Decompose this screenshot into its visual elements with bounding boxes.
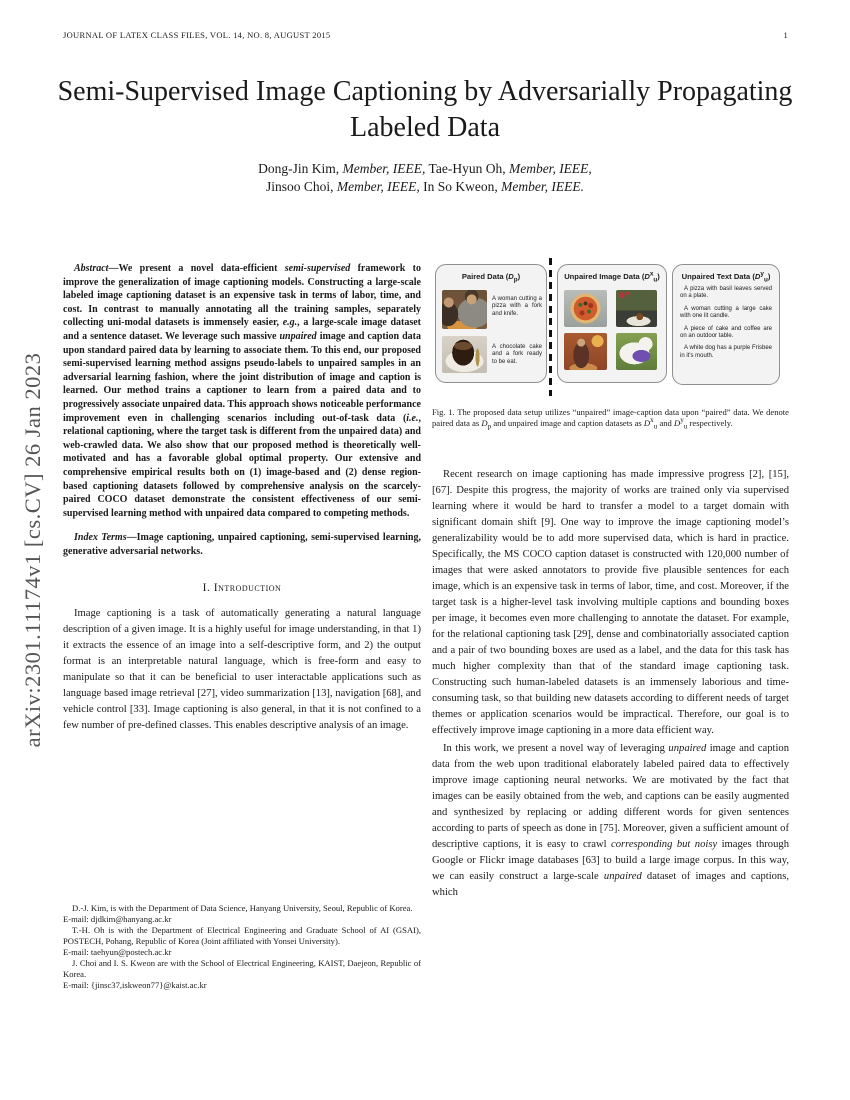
- outdoor-table-dessert-photo: [616, 290, 657, 327]
- footnote-affiliation-2: T.-H. Oh is with the Department of Electrical Engineering and Graduate School of AI (GSAI), POSTECH, Pohang, Republic of Korea (Joint affiliated with Yonsei University).: [63, 925, 421, 946]
- paired-caption-1: A woman cutting a pizza with a fork and knife.: [492, 296, 542, 317]
- intro-paragraph-2: Recent research on image captioning has made impressive progress [2], [15], [67]. Despite this progress, the majority of works are trained only via supervised learning where it would be hard to transfer a model to a target domain with significant domain shift [9]. One way to improve the image captioning model’s generalizability would be to add more supervised data, which is hard in practice. Specifically, the MS COCO caption dataset is constructed with 120,000 number of images that were asked annotators to provide five plausible sentences for each image, which is an expensive task in terms of labor, time, and cost. Moreover, if the target task is a higher-level task involving multiple captions and bounding boxes per image, it becomes even more challenging to annotate the dataset. For example, for the relational captioning task [29], dense and combinatorially associated caption and a pair of two bounding boxes are used as a label, and the data for this task has much higher complexity than that of the standard image captioning task. Constructing such human-labeled datasets is an immensely laborious and time-consuming task, so that building new datasets according to different needs of target themes or application scenarios would be impractical. Therefore, our goal is to effectively improve image captioning in a more data efficient way.: [432, 469, 789, 736]
- chocolate-cake-photo: [442, 336, 487, 373]
- abstract-paragraph: Abstract—We present a novel data-efficient semi-supervised framework to improve the generalization of image captioning models. Constructing a large-scale labeled image captioning dataset is an expensive task in terms of labor, time, and cost. In contrast to manually annotating all the training samples, separately collecting uni-modal datasets is immensely easier, e.g., a large-scale image dataset and a sentence dataset. We leverage such massive unpaired image and caption data upon standard paired data by learning to associate them. To this end, our proposed semi-supervised learning method assigns pseudo-labels to unpaired samples in an adversarial learning fashion, where the joint distribution of image and caption is learned. Our method trains a captioner to learn from a paired data and to progressively associate unpaired data. This approach shows noticeable performance improvement even in challenging scenarios including out-of-task data (i.e., relational captioning, where the target task is different from the unpaired data) and web-crawled data. We also show that our proposed method is theoretically well-motivated and has a favorable global optimal property. Our extensive and comprehensive empirical results both on (1) image-based and (2) dense region-based captioning datasets followed by comprehensive analysis on the scarcely-paired COCO dataset demonstrate the consistent effectiveness of our semi-supervised learning method with unpaired data compared to competing methods.: [63, 263, 421, 519]
- footnote-affiliation-3: J. Choi and I. S. Kweon are with the School of Electrical Engineering, KAIST, Daejeon, Republic of Korea.: [63, 958, 421, 979]
- unpaired-image-data-title: Unpaired Image Data $(D^x_u)$: [564, 270, 660, 284]
- right-column: [432, 258, 789, 901]
- pizza-closeup-photo: [564, 290, 607, 327]
- unpaired-text-3: A piece of cake and coffee are on an outdoor table.: [680, 325, 772, 340]
- paired-data-title: Paired Data $(D_p)$: [461, 272, 521, 284]
- arxiv-watermark: arXiv:2301.11174v1 [cs.CV] 26 Jan 2023: [20, 352, 45, 748]
- journal-header: [63, 30, 788, 40]
- left-column: [63, 258, 421, 1058]
- unpaired-image-data-panel: [557, 264, 667, 383]
- unpaired-text-4: A white dog has a purple Frisbee in it's mouth.: [680, 345, 772, 359]
- paired-caption-2: A chocolate cake and a fork ready to be eat.: [492, 344, 542, 365]
- indoor-person-photo: [564, 333, 607, 370]
- introduction-paragraph: Image captioning is a task of automatically generating a natural language description of a given image. It is a highly useful for image understanding, in that 1) it extracts the essence of an image into a self-descriptive form, and 2) the output format is an interpretable natural language, which is free-form and easy to manipulate so that it can be beneficial to user interactable applications such as language based image retrieval [27], video summarization [13], navigation [68], and vehicle control [33]. Image captioning is also general, in that it is not confined to a few number of pre-defined classes. This enables descriptive analysis of an image.: [63, 608, 421, 732]
- footnote-email-1: E-mail: djdkim@hanyang.ac.kr: [63, 914, 172, 924]
- figure-1: [432, 258, 789, 400]
- page-number: 1: [783, 30, 788, 40]
- author-line-2: Jinsoo Choi, Member, IEEE, In So Kweon, Member, IEEE.: [266, 179, 584, 194]
- unpaired-text-data-panel: [672, 264, 780, 385]
- unpaired-text-1: A pizza with basil leaves served on a plate.: [680, 286, 772, 300]
- author-footnotes: [63, 903, 421, 991]
- paper-title: Semi-Supervised Image Captioning by Adversarially Propagating Labeled Data: [57, 76, 793, 143]
- author-list: [100, 160, 750, 196]
- footnote-affiliation-1: D.-J. Kim, is with the Department of Data Science, Hanyang University, Seoul, Republic of Korea.: [72, 903, 413, 913]
- unpaired-text-2: A woman cutting a large cake with one lit candle.: [680, 305, 772, 320]
- author-line-1: Dong-Jin Kim, Member, IEEE, Tae-Hyun Oh, Member, IEEE,: [258, 161, 592, 176]
- intro-paragraph-3: In this work, we present a novel way of leveraging unpaired image and caption data from the web upon traditional elaborately labeled paired data to effectively improve image captioning neural networks. We are motivated by the fact that images can be easily obtained from the web, and captions can be easily augmented and synthesized by replacing or adding different words for given sentences according to parts of speech as done in [75]. Moreover, given a sufficient amount of descriptive captions, it is easy to crawl corresponding but noisy images through Google or Flickr image databases [63] to build a large image corpus. In this way, we can easily construct a large-scale unpaired dataset of images and captions, which: [432, 743, 789, 898]
- woman-cutting-pizza-photo: [442, 290, 487, 329]
- section-heading-introduction: I. Introduction: [202, 582, 282, 595]
- white-dog-purple-frisbee-photo: [616, 333, 657, 370]
- figure-1-caption: Fig. 1. The proposed data setup utilizes “unpaired” image-caption data upon “paired” data. We denote paired data as $D_p$ and unpaired image and caption datasets as $D^x_u$ and $D^y_u$ respectively.: [432, 407, 789, 431]
- unpaired-text-data-title: Unpaired Text Data $(D^y_u)$: [681, 270, 771, 284]
- footnote-email-3: E-mail: {jinsc37,iskweon77}@kaist.ac.kr: [63, 980, 207, 990]
- journal-header-text: JOURNAL OF LATEX CLASS FILES, VOL. 14, NO. 8, AUGUST 2015: [63, 30, 331, 40]
- index-terms: Index Terms—Image captioning, unpaired captioning, semi-supervised learning, generative adversarial networks.: [63, 532, 421, 557]
- paired-unpaired-divider: [549, 258, 552, 396]
- paired-data-panel: [435, 264, 547, 383]
- footnote-email-2: E-mail: taehyun@postech.ac.kr: [63, 947, 172, 957]
